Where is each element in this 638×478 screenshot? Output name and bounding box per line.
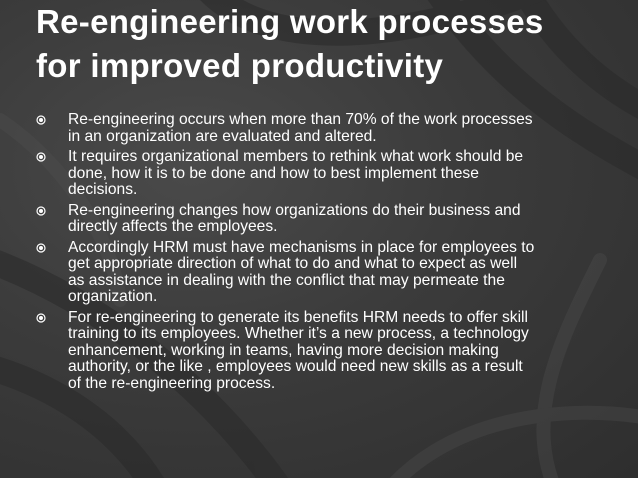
bullet-item (36, 112, 536, 145)
bullet-item (36, 149, 536, 199)
bullet-list (36, 112, 536, 396)
bullet-text: Re-engineering changes how organizations do their business and directly affects the employees. (68, 201, 521, 235)
bullet-item (36, 310, 536, 393)
bullet-text: Re-engineering occurs when more than 70% of the work processes in an organization are evaluated and altered. (68, 111, 533, 145)
bullet-item (36, 240, 536, 306)
circle-bullet-icon (36, 115, 46, 125)
circle-bullet-icon (36, 206, 46, 216)
slide-title: Re-engineering work processes for improved productivity (36, 3, 544, 84)
bullet-text: It requires organizational members to rethink what work should be done, how it is to be done and how to best implement these decisions. (68, 148, 524, 198)
circle-bullet-icon (36, 243, 46, 253)
bullet-item (36, 203, 536, 236)
circle-bullet-icon (36, 152, 46, 162)
bullet-text: For re-engineering to generate its benefits HRM needs to offer skill training to its employees. Whether it’s a new process, a technology enhancement, working in teams, having more decision making authority, or the like , employees would need new skills as a result of the re-engineering process. (68, 308, 529, 392)
circle-bullet-icon (36, 313, 46, 323)
bullet-text: Accordingly HRM must have mechanisms in place for employees to get appropriate direction of what to do and what to expect as well as assistance in dealing with the conflict that may permeate the organization. (68, 238, 535, 305)
